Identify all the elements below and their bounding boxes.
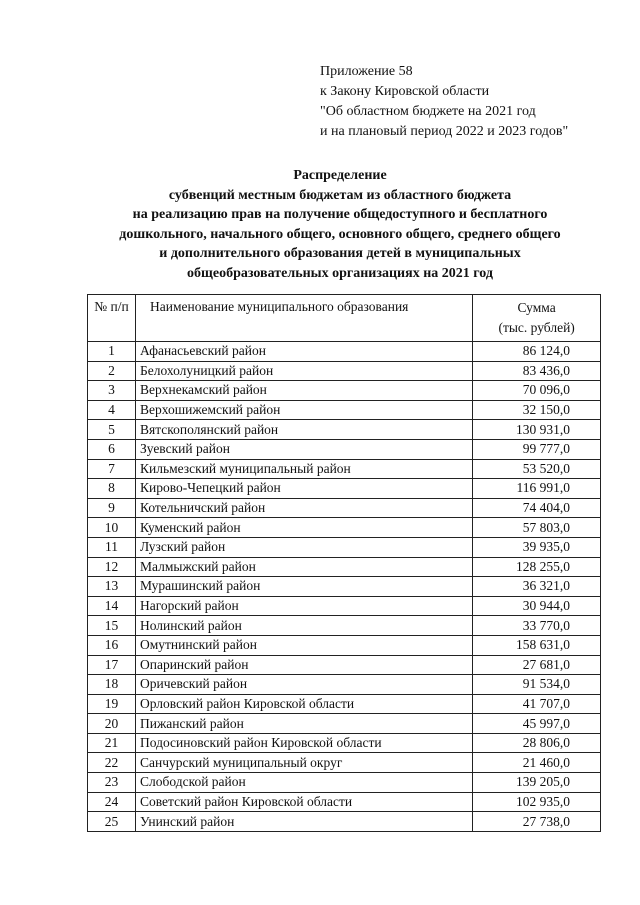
- table-row: [88, 381, 601, 401]
- row-sum: 57 803,0: [473, 518, 601, 538]
- table-row: [88, 773, 601, 793]
- row-num: 22: [88, 753, 136, 773]
- table-row: [88, 439, 601, 459]
- table-row: [88, 400, 601, 420]
- header-num: № п/п: [88, 295, 136, 342]
- row-num: 16: [88, 635, 136, 655]
- row-name: Орловский район Кировской области: [135, 694, 472, 714]
- row-name: Советский район Кировской области: [135, 792, 472, 812]
- table-row: [88, 518, 601, 538]
- row-sum: 30 944,0: [473, 596, 601, 616]
- row-num: 24: [88, 792, 136, 812]
- row-sum: 27 738,0: [473, 812, 601, 832]
- table-row: [88, 596, 601, 616]
- table-row: [88, 616, 601, 636]
- appendix-line: Приложение 58: [320, 64, 413, 79]
- row-name: Малмыжский район: [135, 557, 472, 577]
- row-sum: 53 520,0: [473, 459, 601, 479]
- row-name: Подосиновский район Кировской области: [135, 733, 472, 753]
- row-name: Нолинский район: [135, 616, 472, 636]
- row-num: 14: [88, 596, 136, 616]
- table-row: [88, 655, 601, 675]
- header-sum: [473, 295, 601, 342]
- document-title: [80, 166, 600, 283]
- table-row: [88, 557, 601, 577]
- table-row: [88, 459, 601, 479]
- row-name: Лузский район: [135, 537, 472, 557]
- row-num: 7: [88, 459, 136, 479]
- row-num: 2: [88, 361, 136, 381]
- row-num: 19: [88, 694, 136, 714]
- row-num: 3: [88, 381, 136, 401]
- row-sum: 99 777,0: [473, 439, 601, 459]
- row-sum: 28 806,0: [473, 733, 601, 753]
- row-num: 13: [88, 577, 136, 597]
- row-sum: 27 681,0: [473, 655, 601, 675]
- title-line: общеобразовательных организациях на 2021 год: [187, 265, 493, 281]
- row-num: 12: [88, 557, 136, 577]
- row-name: Кирово-Чепецкий район: [135, 479, 472, 499]
- title-line: и дополнительного образования детей в муниципальных: [159, 246, 521, 261]
- row-num: 5: [88, 420, 136, 440]
- row-name: Слободской район: [135, 773, 472, 793]
- table-row: [88, 635, 601, 655]
- row-name: Зуевский район: [135, 439, 472, 459]
- row-sum: 91 534,0: [473, 675, 601, 695]
- table-row: [88, 479, 601, 499]
- row-sum: 128 255,0: [473, 557, 601, 577]
- row-sum: 45 997,0: [473, 714, 601, 734]
- appendix-line: "Об областном бюджете на 2021 год: [320, 104, 536, 119]
- row-name: Оричевский район: [135, 675, 472, 695]
- row-num: 25: [88, 812, 136, 832]
- appendix-header: [320, 62, 568, 142]
- row-num: 6: [88, 439, 136, 459]
- row-name: Верхнекамский район: [135, 381, 472, 401]
- row-name: Опаринский район: [135, 655, 472, 675]
- row-num: 21: [88, 733, 136, 753]
- title-line: субвенций местным бюджетам из областного бюджета: [168, 187, 512, 203]
- row-name: Вятскополянский район: [135, 420, 472, 440]
- row-sum: 70 096,0: [473, 381, 601, 401]
- table-row: [88, 714, 601, 734]
- table-row: [88, 694, 601, 714]
- table-row: [88, 733, 601, 753]
- row-num: 1: [88, 342, 136, 362]
- row-name: Белохолуницкий район: [135, 361, 472, 381]
- header-sum-line1: Сумма: [517, 300, 556, 315]
- row-num: 9: [88, 498, 136, 518]
- table-row: [88, 420, 601, 440]
- row-sum: 39 935,0: [473, 537, 601, 557]
- title-line: дошкольного, начального общего, основного общего, среднего общего: [119, 226, 561, 242]
- table-row: [88, 342, 601, 362]
- header-name: Наименование муниципального образования: [135, 295, 472, 342]
- table-row: [88, 812, 601, 832]
- table-row: [88, 498, 601, 518]
- row-sum: 74 404,0: [473, 498, 601, 518]
- table-row: [88, 361, 601, 381]
- row-sum: 33 770,0: [473, 616, 601, 636]
- table-row: [88, 577, 601, 597]
- row-num: 4: [88, 400, 136, 420]
- appendix-line: и на плановый период 2022 и 2023 годов": [320, 124, 569, 139]
- row-name: Пижанский район: [135, 714, 472, 734]
- row-name: Санчурский муниципальный округ: [135, 753, 472, 773]
- row-name: Омутнинский район: [135, 635, 472, 655]
- table-body: [88, 342, 601, 832]
- row-num: 18: [88, 675, 136, 695]
- title-line: Распределение: [293, 168, 387, 183]
- row-num: 10: [88, 518, 136, 538]
- appendix-line: к Закону Кировской области: [320, 84, 490, 99]
- row-num: 17: [88, 655, 136, 675]
- table-row: [88, 753, 601, 773]
- row-name: Афанасьевский район: [135, 342, 472, 362]
- row-name: Куменский район: [135, 518, 472, 538]
- header-sum-line2: (тыс. рублей): [498, 320, 575, 335]
- row-sum: 41 707,0: [473, 694, 601, 714]
- row-name: Верхошижемский район: [135, 400, 472, 420]
- row-num: 20: [88, 714, 136, 734]
- row-sum: 102 935,0: [473, 792, 601, 812]
- row-num: 15: [88, 616, 136, 636]
- row-sum: 130 931,0: [473, 420, 601, 440]
- table-row: [88, 537, 601, 557]
- table-row: [88, 792, 601, 812]
- row-name: Унинский район: [135, 812, 472, 832]
- distribution-table: [87, 294, 601, 832]
- row-sum: 21 460,0: [473, 753, 601, 773]
- row-sum: 116 991,0: [473, 479, 601, 499]
- row-sum: 32 150,0: [473, 400, 601, 420]
- row-name: Кильмезский муниципальный район: [135, 459, 472, 479]
- row-num: 11: [88, 537, 136, 557]
- row-sum: 83 436,0: [473, 361, 601, 381]
- row-sum: 158 631,0: [473, 635, 601, 655]
- row-name: Мурашинский район: [135, 577, 472, 597]
- row-sum: 36 321,0: [473, 577, 601, 597]
- row-name: Котельничский район: [135, 498, 472, 518]
- table-header-row: [88, 295, 601, 342]
- row-name: Нагорский район: [135, 596, 472, 616]
- row-num: 23: [88, 773, 136, 793]
- row-sum: 139 205,0: [473, 773, 601, 793]
- row-sum: 86 124,0: [473, 342, 601, 362]
- title-line: на реализацию прав на получение общедоступного и бесплатного: [132, 207, 548, 222]
- table-row: [88, 675, 601, 695]
- row-num: 8: [88, 479, 136, 499]
